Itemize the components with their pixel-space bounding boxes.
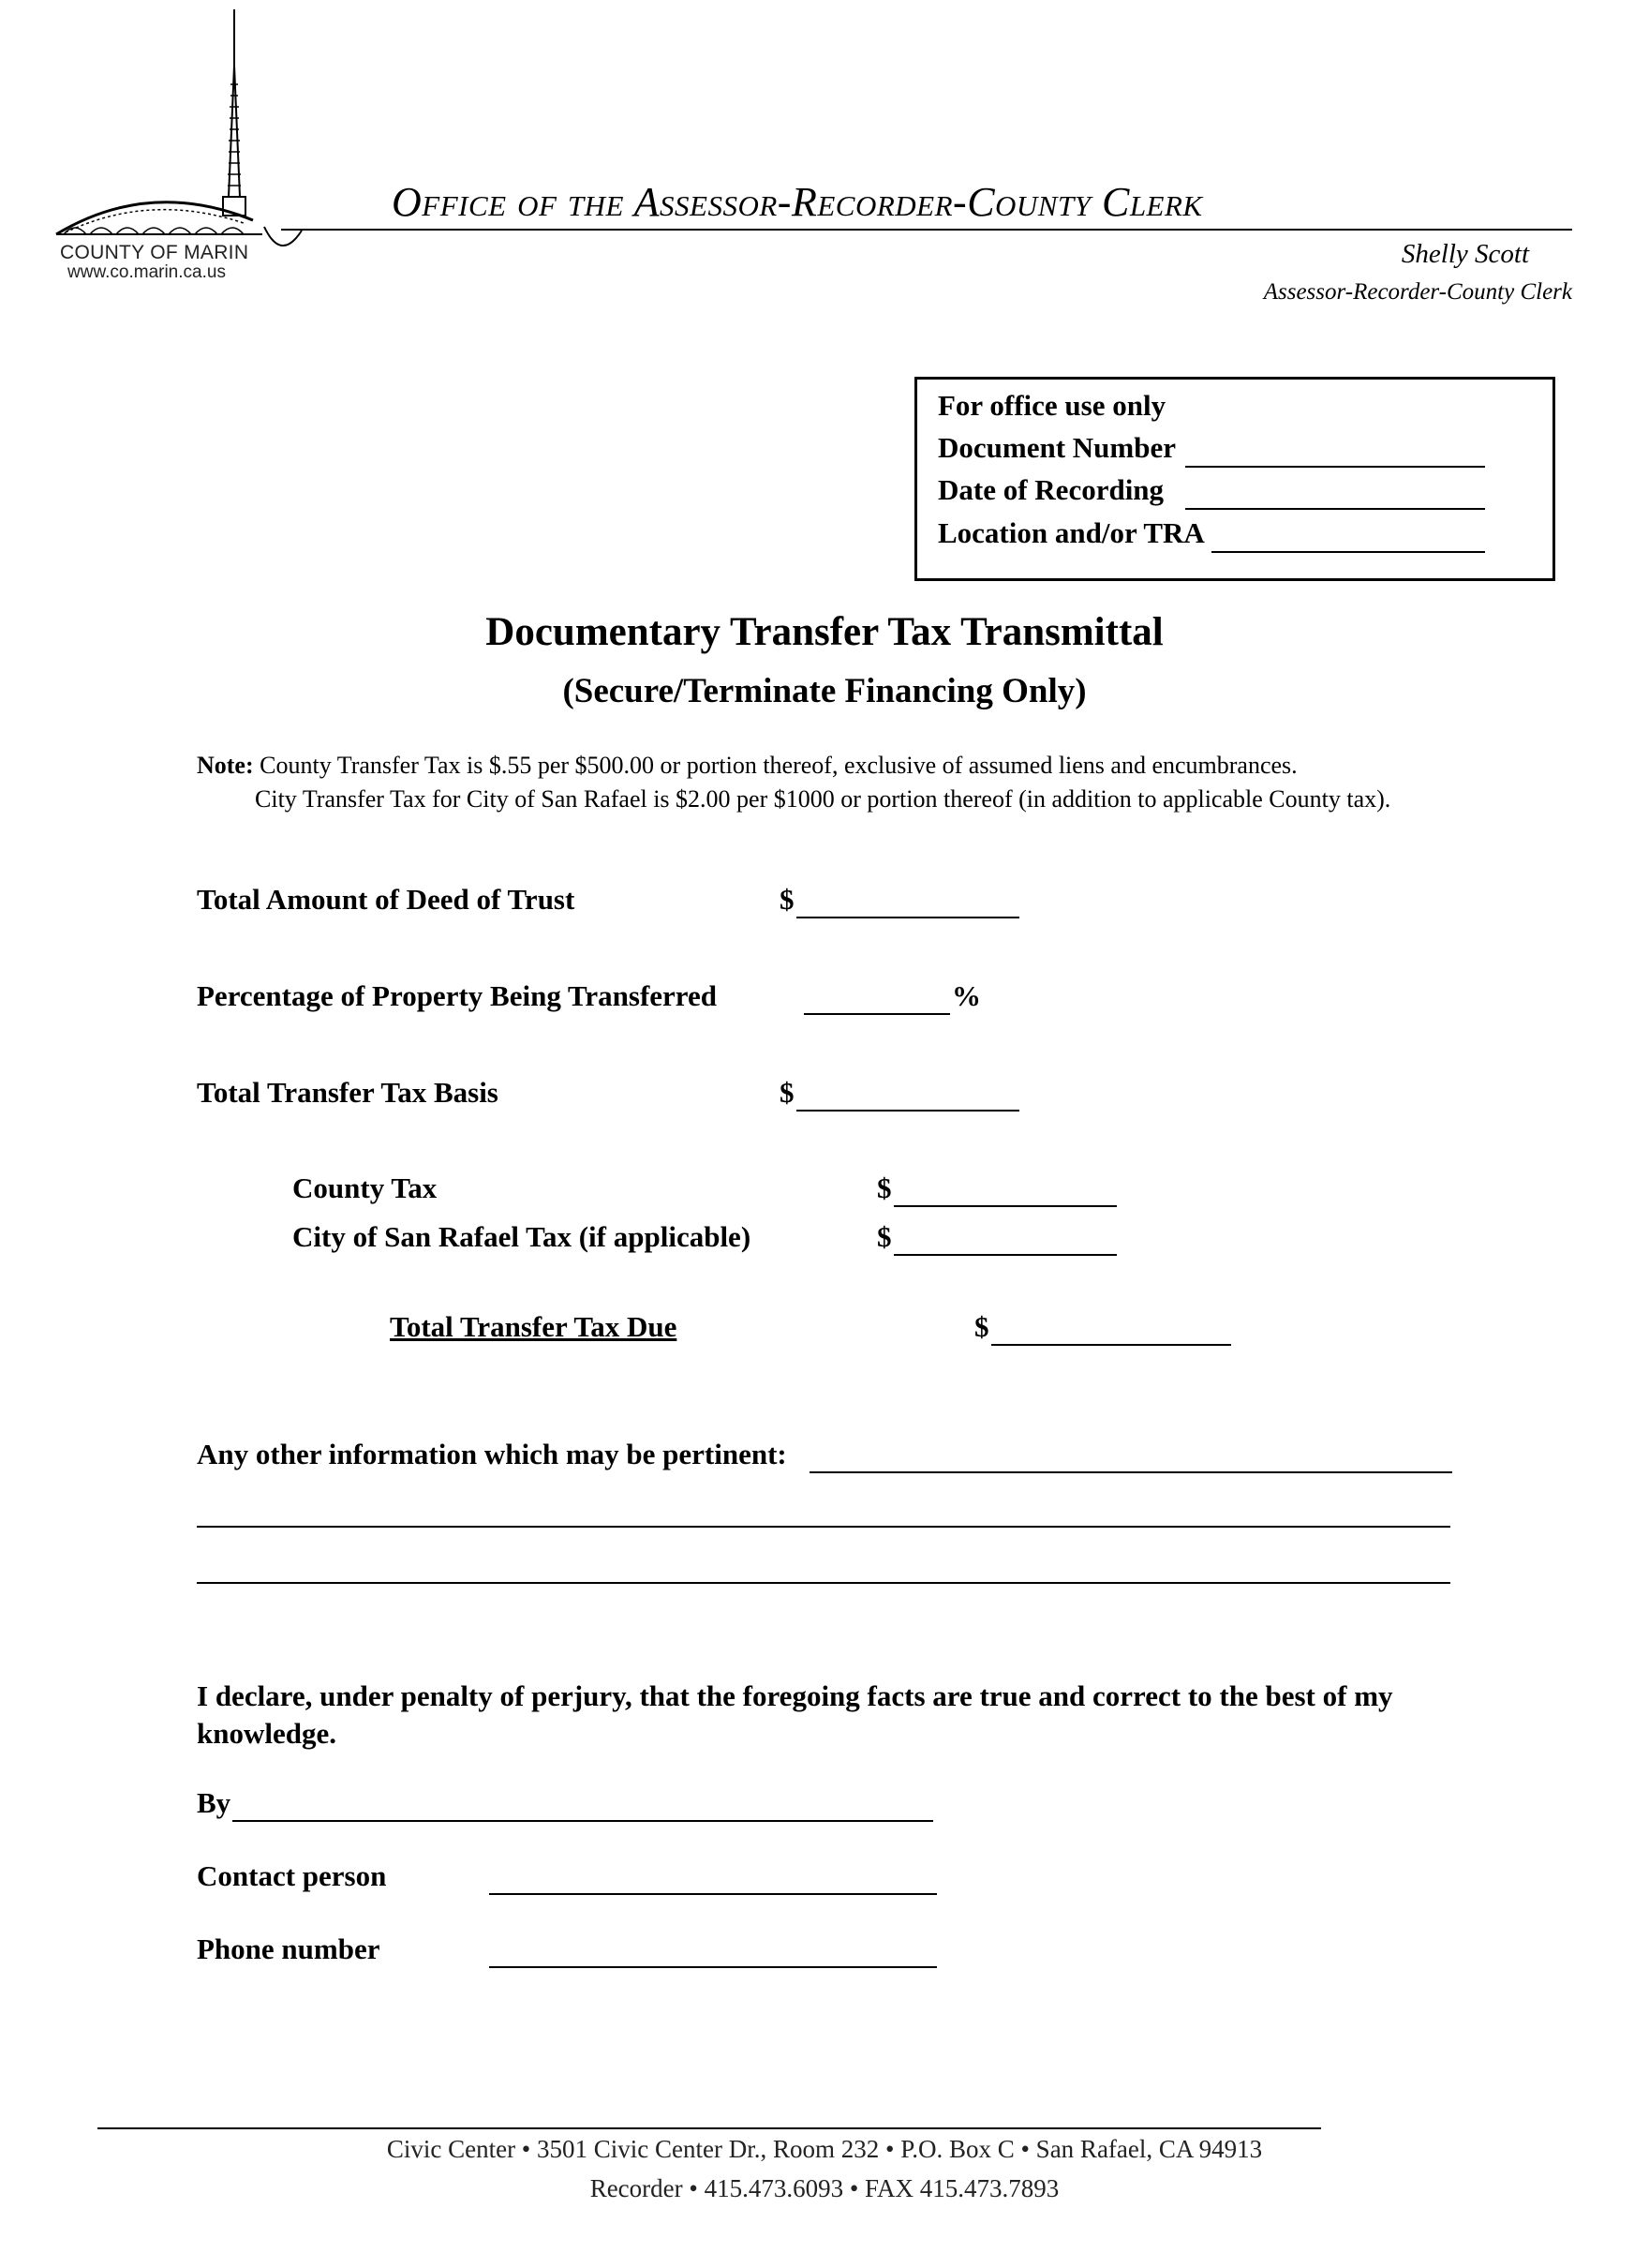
other-info-field-1[interactable] (810, 1471, 1452, 1473)
signature-field[interactable] (232, 1820, 933, 1822)
dollar-sign: $ (974, 1310, 989, 1343)
note-line-1 (197, 752, 1298, 780)
dollar-sign: $ (877, 1171, 892, 1204)
office-title: Office of the Assessor-Recorder-County Clerk (392, 179, 1203, 225)
office-use-box (914, 377, 1555, 581)
city-tax-field[interactable] (894, 1254, 1117, 1256)
city-tax-label: City of San Rafael Tax (if applicable) (292, 1220, 751, 1253)
contact-field[interactable] (489, 1893, 937, 1895)
total-due-label: Total Transfer Tax Due (390, 1310, 677, 1343)
note-label: Note: (197, 752, 254, 779)
phone-label: Phone number (197, 1932, 380, 1965)
document-number-field[interactable] (1185, 466, 1485, 468)
other-info-field-2[interactable] (197, 1526, 1450, 1528)
dollar-sign: $ (877, 1220, 892, 1253)
by-label: By (197, 1786, 231, 1819)
percentage-label: Percentage of Property Being Transferred (197, 979, 717, 1012)
contact-label: Contact person (197, 1859, 387, 1892)
logo-web-text: www.co.marin.ca.us (67, 262, 226, 282)
office-use-heading: For office use only (938, 389, 1166, 422)
page-title: Documentary Transfer Tax Transmittal (485, 610, 1164, 654)
date-of-recording-field[interactable] (1185, 508, 1485, 510)
declaration-text: I declare, under penalty of perjury, that the foregoing facts are true and correct to the best of my knowledge. (197, 1679, 1393, 1750)
location-tra-label: Location and/or TRA (938, 516, 1205, 549)
note-text-2: City Transfer Tax for City of San Rafael is $2.00 per $1000 or portion thereof (in addition to applicable County tax). (255, 785, 1391, 813)
page-subtitle: (Secure/Terminate Financing Only) (562, 672, 1087, 710)
document-number-label: Document Number (938, 431, 1176, 464)
assessor-name: Shelly Scott (1401, 239, 1529, 269)
footer-phone: Recorder • 415.473.6093 • FAX 415.473.7893 (589, 2174, 1060, 2202)
percentage-field[interactable] (804, 1013, 950, 1015)
other-info-label: Any other information which may be pertinent: (197, 1438, 787, 1470)
note-text-1: County Transfer Tax is $.55 per $500.00 or portion thereof, exclusive of assumed liens and encumbrances. (260, 752, 1298, 779)
total-deed-field[interactable] (796, 917, 1019, 918)
total-due-field[interactable] (991, 1344, 1231, 1346)
county-tax-field[interactable] (894, 1205, 1117, 1207)
date-of-recording-label: Date of Recording (938, 473, 1165, 506)
tax-basis-field[interactable] (796, 1110, 1019, 1112)
logo-county-text: COUNTY OF MARIN (60, 242, 249, 263)
dollar-sign: $ (780, 883, 795, 916)
location-tra-field[interactable] (1211, 551, 1485, 553)
county-logo-icon (47, 9, 328, 262)
percent-sign: % (952, 979, 981, 1012)
footer-rule (97, 2127, 1321, 2129)
tax-basis-label: Total Transfer Tax Basis (197, 1076, 498, 1109)
footer-address: Civic Center • 3501 Civic Center Dr., Room 232 • P.O. Box C • San Rafael, CA 94913 (386, 2135, 1263, 2163)
phone-field[interactable] (489, 1966, 937, 1968)
assessor-title: Assessor-Recorder-County Clerk (1263, 279, 1572, 305)
header-rule (281, 229, 1572, 231)
total-deed-label: Total Amount of Deed of Trust (197, 883, 575, 916)
county-tax-label: County Tax (292, 1171, 438, 1204)
dollar-sign: $ (780, 1076, 795, 1109)
other-info-field-3[interactable] (197, 1582, 1450, 1584)
